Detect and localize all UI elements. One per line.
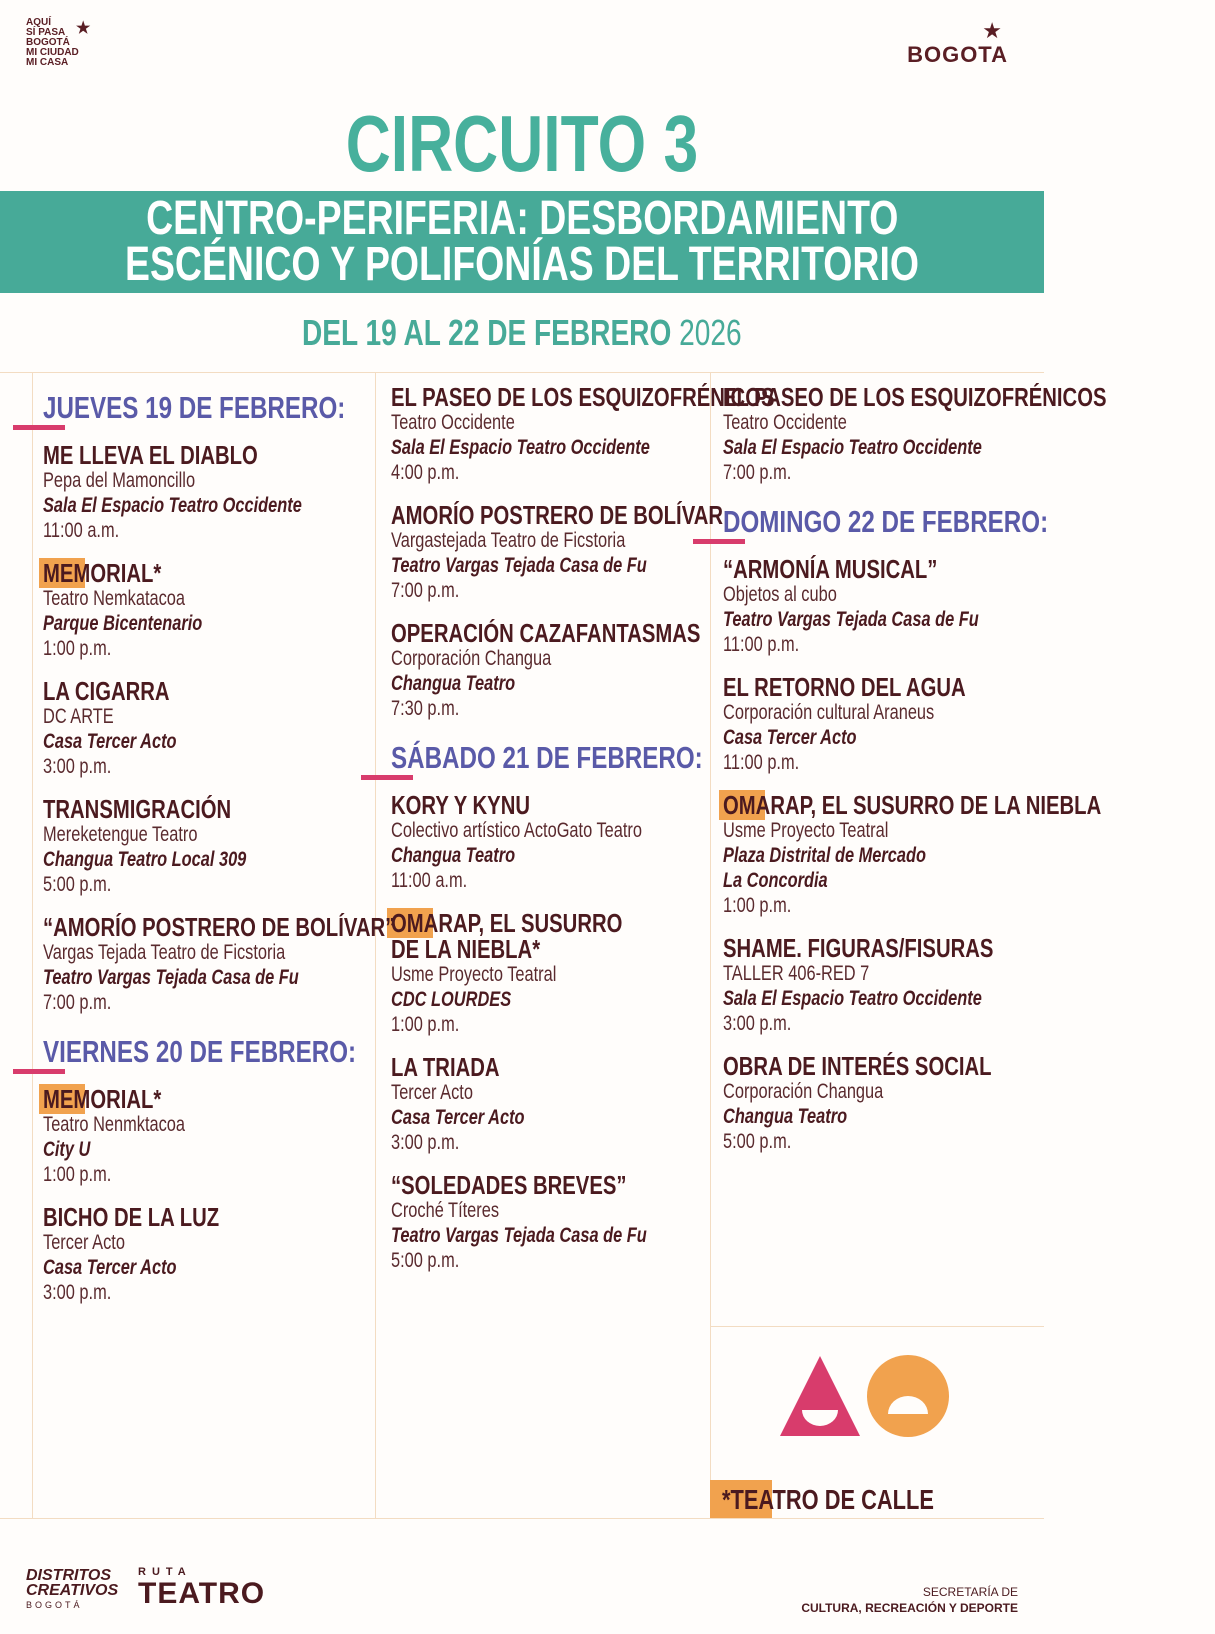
triangle-face-icon	[778, 1354, 862, 1438]
event-venue: Parque Bicentenario	[43, 612, 203, 635]
ruta-label: RUTA	[138, 1566, 192, 1578]
event-title: SHAME. FIGURAS/FISURAS	[723, 933, 994, 963]
distritos-creativos-logo	[26, 1568, 118, 1613]
event-venue: Sala El Espacio Teatro Occidente	[723, 987, 982, 1010]
event-entry	[43, 796, 363, 897]
event-entry	[723, 674, 1039, 775]
event-time: 3:00 p.m.	[723, 1012, 792, 1035]
event-venue: Teatro Vargas Tejada Casa de Fu	[723, 608, 979, 631]
event-company: Teatro Occidente	[723, 411, 847, 434]
event-company: Croché Títeres	[391, 1199, 500, 1222]
logo-line: AQUÍ	[26, 17, 51, 28]
event-entry	[391, 500, 724, 603]
event-entry	[391, 910, 703, 1037]
logo-line: MI CIUDAD	[26, 47, 79, 58]
event-venue: Changua Teatro	[723, 1105, 848, 1128]
event-time: 1:00 p.m.	[43, 1163, 112, 1186]
ruta-teatro-logo	[138, 1566, 265, 1610]
event-company: DC ARTE	[43, 705, 114, 728]
event-venue: Changua Teatro	[391, 672, 516, 695]
page-title: CIRCUITO 3	[345, 99, 699, 188]
event-time: 5:00 p.m.	[723, 1130, 792, 1153]
event-company: Teatro Nenmktacoa	[43, 1113, 186, 1136]
event-company: Mereketengue Teatro	[43, 823, 198, 846]
logo-line: SÍ PASA	[26, 27, 66, 38]
event-venue: Changua Teatro Local 309	[43, 848, 247, 871]
event-company: Vargas Tejada Teatro de Ficstoria	[43, 941, 286, 964]
star-icon: ★	[76, 20, 91, 37]
event-time: 7:00 p.m.	[391, 579, 460, 602]
event-venue: Casa Tercer Acto	[723, 726, 857, 749]
event-venue: Sala El Espacio Teatro Occidente	[391, 436, 650, 459]
event-company: Usme Proyecto Teatral	[391, 963, 557, 986]
event-venue: Teatro Vargas Tejada Casa de Fu	[391, 1224, 647, 1247]
event-title: EL RETORNO DEL AGUA	[723, 672, 966, 702]
subtitle-banner	[0, 191, 1044, 293]
event-time: 7:30 p.m.	[391, 697, 460, 720]
day-label: JUEVES 19 DE FEBRERO:	[43, 390, 346, 425]
day-label: VIERNES 20 DE FEBRERO:	[43, 1034, 357, 1069]
distritos-line: DISTRITOS	[26, 1567, 112, 1584]
event-entry	[723, 382, 1107, 485]
event-entry	[43, 1204, 363, 1305]
event-time: 3:00 p.m.	[391, 1131, 460, 1154]
aqui-si-pasa-logo	[26, 17, 91, 68]
event-title: LA TRIADA	[391, 1052, 500, 1082]
logo-line: MI CASA	[26, 57, 69, 68]
schedule-column-1	[43, 384, 396, 1322]
day-label: DOMINGO 22 DE FEBRERO:	[723, 504, 1049, 539]
date-range-year: 2026	[679, 312, 742, 353]
event-company: Teatro Nemkatacoa	[43, 587, 186, 610]
creativos-line: CREATIVOS	[26, 1582, 119, 1599]
bogota-logo	[907, 20, 1008, 68]
event-title: AMORÍO POSTRERO DE BOLÍVAR	[391, 500, 724, 530]
event-entry	[391, 792, 703, 893]
event-time: 7:00 p.m.	[43, 991, 112, 1014]
event-title: EL PASEO DE LOS ESQUIZOFRÉNICOS	[391, 382, 775, 412]
event-time: 11:00 p.m.	[723, 751, 800, 774]
event-time: 11:00 a.m.	[391, 869, 468, 892]
event-title: OPERACIÓN CAZAFANTASMAS	[391, 618, 701, 648]
event-venue: Changua Teatro	[391, 844, 516, 867]
event-entry	[391, 1054, 703, 1155]
schedule-column-3	[723, 382, 1107, 1171]
bogota-wordmark: BOGOTA	[907, 42, 1008, 67]
event-time: 1:00 p.m.	[43, 637, 112, 660]
circle-face-icon	[866, 1354, 950, 1438]
event-venue: Casa Tercer Acto	[43, 1256, 177, 1279]
event-entry	[43, 1086, 363, 1187]
day-heading	[43, 388, 363, 428]
event-time: 4:00 p.m.	[391, 461, 460, 484]
day-heading	[43, 1032, 363, 1072]
grid-line-top	[0, 372, 1044, 373]
event-company: TALLER 406-RED 7	[723, 962, 870, 985]
event-title: EL PASEO DE LOS ESQUIZOFRÉNICOS	[723, 382, 1107, 412]
subtitle-line-2: ESCÉNICO Y POLIFONÍAS DEL TERRITORIO	[125, 238, 919, 291]
grid-line-legend	[710, 1326, 1044, 1327]
event-company: Teatro Occidente	[391, 411, 515, 434]
day-heading	[391, 738, 703, 778]
event-entry	[43, 560, 363, 661]
event-entry	[391, 1172, 703, 1273]
event-venue: Casa Tercer Acto	[43, 730, 177, 753]
event-time: 1:00 p.m.	[391, 1013, 460, 1036]
event-company: Corporación Changua	[723, 1080, 884, 1103]
event-title: BICHO DE LA LUZ	[43, 1202, 220, 1232]
event-title: OMARAP, EL SUSURRO	[391, 910, 703, 936]
secretaria-logo	[801, 1584, 1018, 1616]
event-company: Objetos al cubo	[723, 583, 837, 606]
date-range	[0, 311, 1044, 355]
event-title: LA CIGARRA	[43, 676, 170, 706]
event-time: 7:00 p.m.	[723, 461, 792, 484]
event-title: “SOLEDADES BREVES”	[391, 1170, 627, 1200]
event-entry	[43, 442, 363, 543]
event-entry	[723, 1053, 1039, 1154]
logo-line: BOGOTÁ	[26, 37, 70, 48]
event-title: KORY Y KYNU	[391, 790, 531, 820]
event-venue: CDC LOURDES	[391, 988, 512, 1011]
event-title-cont: DE LA NIEBLA*	[391, 934, 541, 964]
event-venue: Casa Tercer Acto	[391, 1106, 525, 1129]
event-company: Tercer Acto	[43, 1231, 125, 1254]
event-time: 3:00 p.m.	[43, 1281, 112, 1304]
distritos-sub: BOGOTÁ	[26, 1600, 83, 1610]
event-venue: Sala El Espacio Teatro Occidente	[723, 436, 982, 459]
grid-line-bottom	[0, 1518, 1044, 1519]
event-title: MEMORIAL*	[43, 1086, 363, 1112]
date-range-days: DEL 19 AL 22 DE FEBRERO	[302, 312, 672, 353]
event-entry	[391, 620, 703, 721]
grid-line-col1	[375, 372, 376, 1518]
event-entry	[43, 912, 396, 1015]
event-entry	[723, 935, 1039, 1036]
event-entry	[723, 790, 1102, 918]
event-title: OBRA DE INTERÉS SOCIAL	[723, 1051, 992, 1081]
event-company: Tercer Acto	[391, 1081, 473, 1104]
event-company: Colectivo artístico ActoGato Teatro	[391, 819, 642, 842]
event-title: “ARMONÍA MUSICAL”	[723, 554, 938, 584]
event-venue: Teatro Vargas Tejada Casa de Fu	[391, 554, 647, 577]
event-time: 5:00 p.m.	[391, 1249, 460, 1272]
event-time: 11:00 a.m.	[43, 519, 120, 542]
event-time: 3:00 p.m.	[43, 755, 112, 778]
secretaria-line-1: SECRETARÍA DE	[922, 1585, 1018, 1599]
teatro-label: TEATRO	[138, 1577, 266, 1610]
star-icon: ★	[982, 18, 1002, 43]
event-company: Usme Proyecto Teatral	[723, 819, 889, 842]
event-title: “AMORÍO POSTRERO DE BOLÍVAR”	[43, 912, 396, 942]
event-company: Corporación Changua	[391, 647, 552, 670]
event-venue: Plaza Distrital de Mercado	[723, 844, 927, 867]
event-venue-cont: La Concordia	[723, 869, 828, 892]
grid-line-left	[32, 372, 33, 1518]
event-time: 5:00 p.m.	[43, 873, 112, 896]
day-label: SÁBADO 21 DE FEBRERO:	[391, 740, 703, 775]
event-title: TRANSMIGRACIÓN	[43, 794, 232, 824]
event-venue: City U	[43, 1138, 91, 1161]
event-entry	[723, 556, 1039, 657]
legend-text: *TEATRO DE CALLE	[722, 1484, 934, 1515]
event-venue: Sala El Espacio Teatro Occidente	[43, 494, 302, 517]
event-entry	[43, 678, 363, 779]
event-title: OMARAP, EL SUSURRO DE LA NIEBLA	[723, 792, 1039, 818]
event-title: MEMORIAL*	[43, 560, 363, 586]
day-heading	[723, 502, 1049, 542]
secretaria-line-2: CULTURA, RECREACIÓN Y DEPORTE	[801, 1601, 1018, 1615]
event-title: ME LLEVA EL DIABLO	[43, 440, 258, 470]
event-venue: Teatro Vargas Tejada Casa de Fu	[43, 966, 299, 989]
event-time: 11:00 p.m.	[723, 633, 800, 656]
event-company: Vargastejada Teatro de Ficstoria	[391, 529, 626, 552]
subtitle-line-1: CENTRO-PERIFERIA: DESBORDAMIENTO	[145, 192, 899, 245]
event-company: Corporación cultural Araneus	[723, 701, 935, 724]
event-company: Pepa del Mamoncillo	[43, 469, 196, 492]
event-time: 1:00 p.m.	[723, 894, 792, 917]
